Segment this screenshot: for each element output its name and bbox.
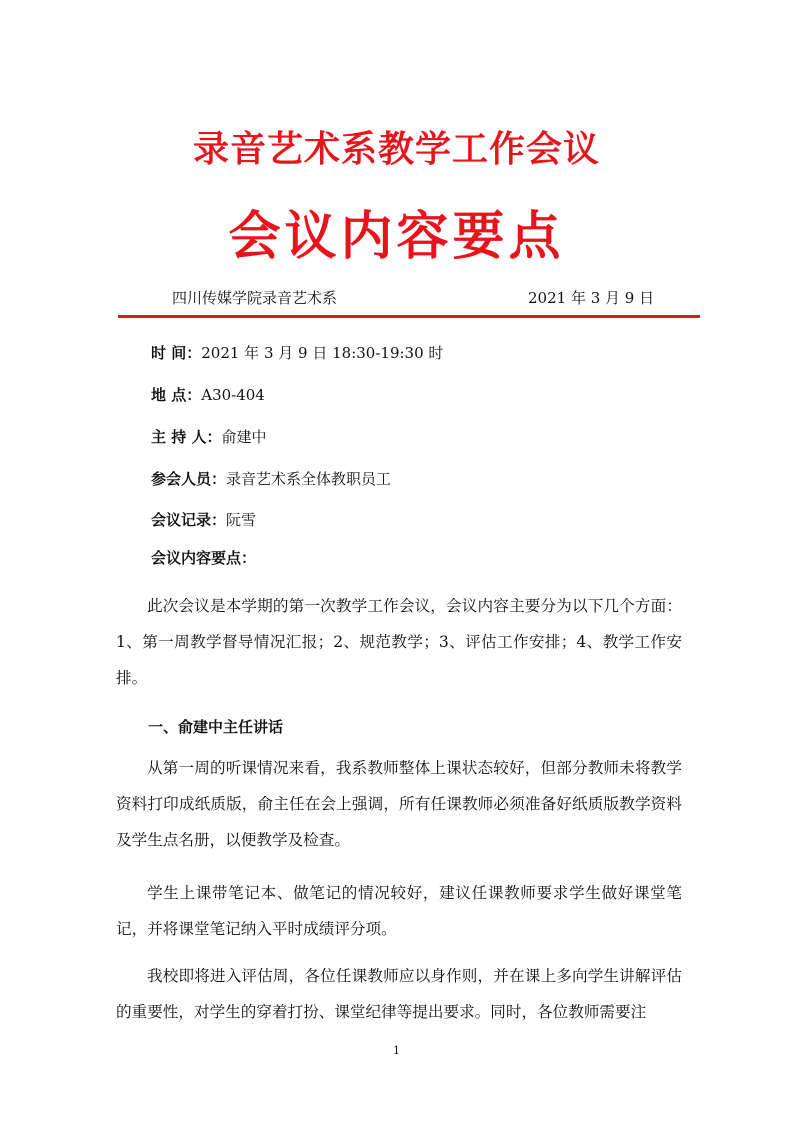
meeting-recorder-label: 会议记录： [151, 511, 227, 529]
meeting-host-value: 俞建中 [221, 428, 267, 446]
document-subtitle: 会议内容要点 [228, 207, 565, 267]
meeting-time-label: 时 间： [151, 344, 202, 362]
header-divider [118, 315, 700, 318]
paragraph-2: 学生上课带笔记本、做笔记的情况较好，建议任课教师要求学生做好课堂笔记，并将课堂笔记纳入平时成绩评分项。 [116, 884, 682, 938]
meeting-location-value: A30-404 [201, 386, 265, 404]
meeting-time [151, 343, 443, 363]
paragraph-3: 我校即将进入评估周，各位任课教师应以身作则，并在课上多向学生讲解评估的重要性，对学生的穿着打扮、课堂纪律等提出要求。同时，各位教师需要注 [116, 967, 682, 1021]
meeting-time-value: 2021 年 3 月 9 日 18:30-19:30 时 [201, 344, 444, 362]
meeting-attendees [151, 469, 391, 489]
document-title: 录音艺术系教学工作会议 [192, 129, 600, 170]
meeting-location [151, 385, 265, 405]
meeting-host [151, 427, 266, 447]
meeting-attendees-label: 参会人员： [151, 470, 227, 488]
content-heading [151, 548, 256, 568]
meeting-recorder-value: 阮雪 [226, 511, 257, 529]
meeting-host-label: 主 持 人： [151, 428, 222, 446]
issue-date: 2021 年 3 月 9 日 [528, 289, 655, 307]
page-number: 1 [393, 1044, 400, 1057]
meeting-attendees-value: 录音艺术系全体教职员工 [226, 470, 392, 488]
meeting-recorder [151, 510, 256, 530]
issuer: 四川传媒学院录音艺术系 [172, 289, 338, 307]
meeting-location-label: 地 点： [151, 386, 202, 404]
section-heading: 一、俞建中主任讲话 [148, 718, 284, 736]
paragraph-1: 从第一周的听课情况来看，我系教师整体上课状态较好，但部分教师未将教学资料打印成纸质版，俞主任在会上强调，所有任课教师必须准备好纸质版教学资料及学生点名册，以便教学及检查。 [116, 759, 682, 849]
content-heading-label: 会议内容要点： [151, 549, 257, 567]
intro-paragraph: 此次会议是本学期的第一次教学工作会议，会议内容主要分为以下几个方面：1、第一周教学督导情况汇报；2、规范教学；3、评估工作安排；4、教学工作安排。 [116, 597, 682, 687]
